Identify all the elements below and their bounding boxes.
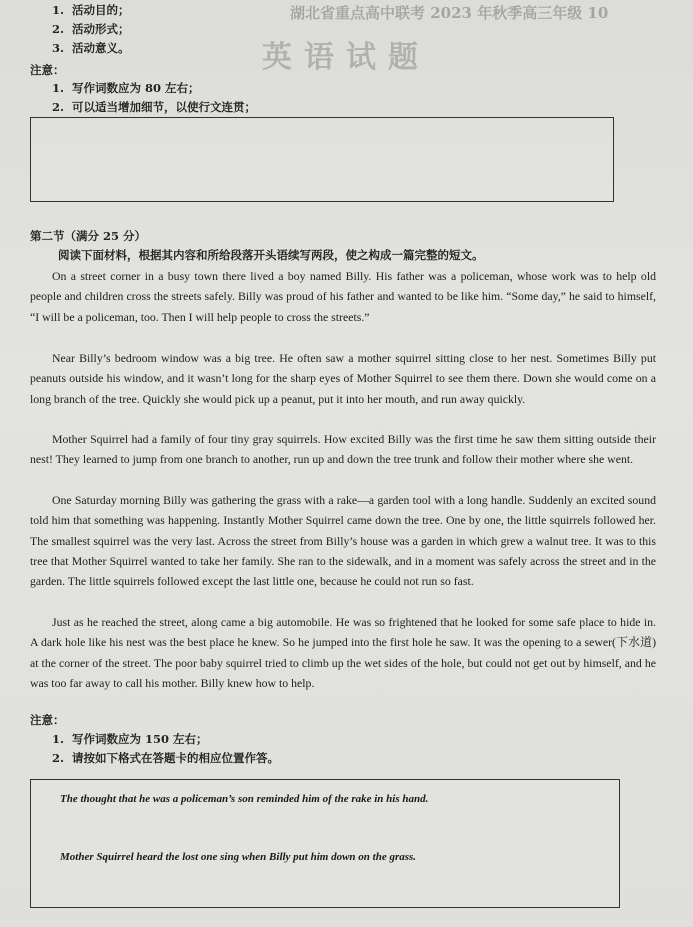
notes-label: 注意：: [30, 63, 65, 77]
writing-answer-box-1: [30, 117, 614, 202]
list-item: 1. 活动目的；: [52, 3, 130, 17]
story-paragraph-2: Near Billy’s bedroom window was a big tree. He often saw a mother squirrel sitting close to her nest. Sometimes Billy put peanuts outside his window, and it wasn’t long for the sharp eyes of Mother Squirrel to see them there. Down she would come on a long branch of the tree. Quickly she would pick up a peanut, put it into her mouth, and run away quickly.: [30, 351, 656, 406]
list-item: 3. 活动意义。: [52, 41, 130, 55]
bleed-through-title: 英语试题: [262, 40, 430, 75]
story-paragraph-1: On a street corner in a busy town there lived a boy named Billy. His father was a policeman, whose work was to help old people and children cross the streets safely. Billy was proud of his father and wanted to be like him. “Some day,” he said to himself, “I will be a policeman, too. Then I will help people to cross the streets.”: [30, 269, 656, 324]
continuation-opening-2: Mother Squirrel heard the lost one sing when Billy put him down on the grass.: [60, 851, 417, 863]
note-item: 2. 可以适当增加细节，以使行文连贯；: [52, 100, 257, 114]
list-item: 2. 活动形式；: [52, 22, 130, 36]
note-item: 1. 写作词数应为 150 左右；: [52, 732, 208, 746]
story-paragraph-4: One Saturday morning Billy was gathering the grass with a rake—a garden tool with a long handle. Suddenly an excited sound told him that something was happening. Instantly Mother Squirrel came down the tree. One by one, the little squirrels followed her. The smallest squirrel was the very last. Across the street from Billy’s house was a garden in which grew a walnut tree. It was to this tree that Mother Squirrel wanted to take her family. She ran to the sidewalk, and in a moment was safely across the street and in the garden. The little squirrels followed except the last little one, because he could not run so fast.: [30, 493, 656, 589]
note-item: 2. 请按如下格式在答题卡的相应位置作答。: [52, 751, 280, 765]
notes-label: 注意：: [30, 713, 65, 727]
section-heading: 第二节（满分 25 分）: [30, 229, 147, 243]
continuation-opening-1: The thought that he was a policeman’s son reminded him of the rake in his hand.: [60, 793, 429, 805]
section-instruction: 阅读下面材料，根据其内容和所给段落开头语续写两段，使之构成一篇完整的短文。: [58, 248, 484, 262]
bleed-through-header: 湖北省重点高中联考 2023 年秋季高三年级 10: [290, 4, 609, 22]
note-item: 1. 写作词数应为 80 左右；: [52, 81, 200, 95]
story-paragraph-5: Just as he reached the street, along came a big automobile. He was so frightened that he looked for some safe place to hide in. A dark hole like his nest was the best place he knew. So he jumped into the first hole he saw. It was the opening to a sewer(下水道) at the corner of the street. The poor baby squirrel tried to climb up the wet sides of the hole, but could not get out by himself, and he was too far away to call his mother. Billy knew how to help.: [30, 615, 656, 690]
story-paragraph-3: Mother Squirrel had a family of four tiny gray squirrels. How excited Billy was the first time he saw them sitting outside their nest! They learned to jump from one branch to another, run up and down the tree trunk and follow their mother where she went.: [30, 432, 656, 467]
